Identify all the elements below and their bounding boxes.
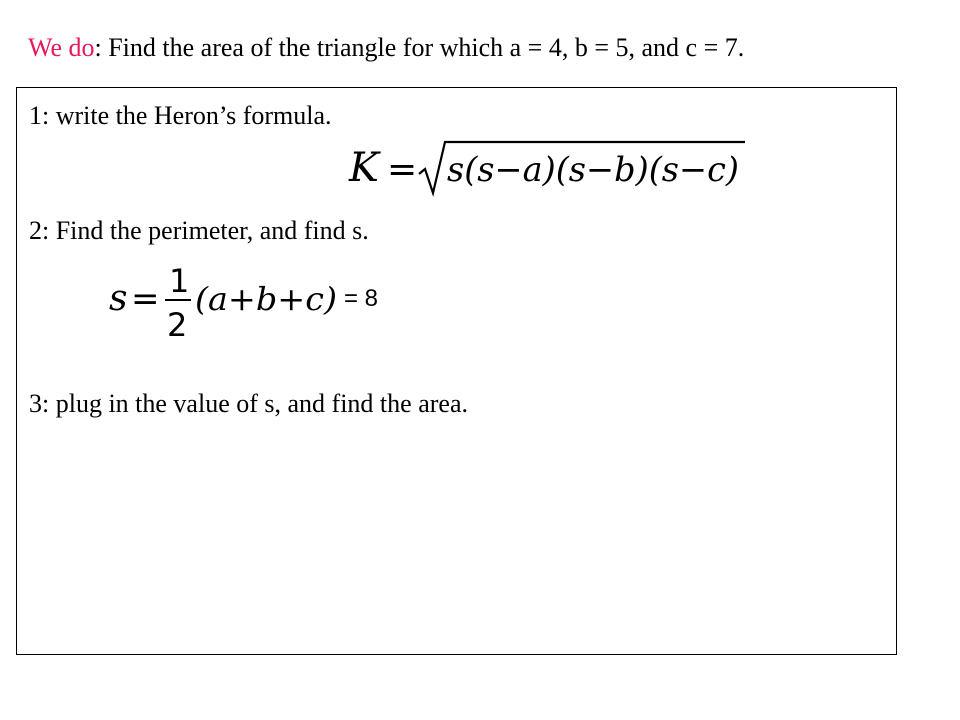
fraction-numerator: 1 (169, 262, 190, 300)
slide-title (28, 32, 744, 63)
heron-formula (347, 136, 747, 198)
work-box (16, 87, 897, 655)
semiperimeter-formula (109, 260, 349, 342)
title-lead: We do (28, 33, 95, 62)
heron-radicand: s(s−a)(s−b)(s−c) (447, 150, 739, 190)
s-equals: = (131, 279, 160, 319)
title-text: : Find the area of the triangle for which a = 4, b = 5, and c = 7. (94, 33, 745, 62)
step-3: 3: plug in the value of s, and find the area. (29, 389, 468, 418)
heron-lhs: K (349, 145, 379, 191)
s-parenthesis: (a+b+c) (195, 280, 337, 318)
s-lhs: s (109, 278, 128, 319)
fraction-denominator: 2 (167, 306, 188, 342)
heron-equals: = (387, 149, 418, 190)
step-1: 1: write the Heron’s formula. (29, 101, 332, 130)
step-2: 2: Find the perimeter, and find s. (29, 216, 369, 245)
s-result: = 8 (344, 285, 379, 312)
